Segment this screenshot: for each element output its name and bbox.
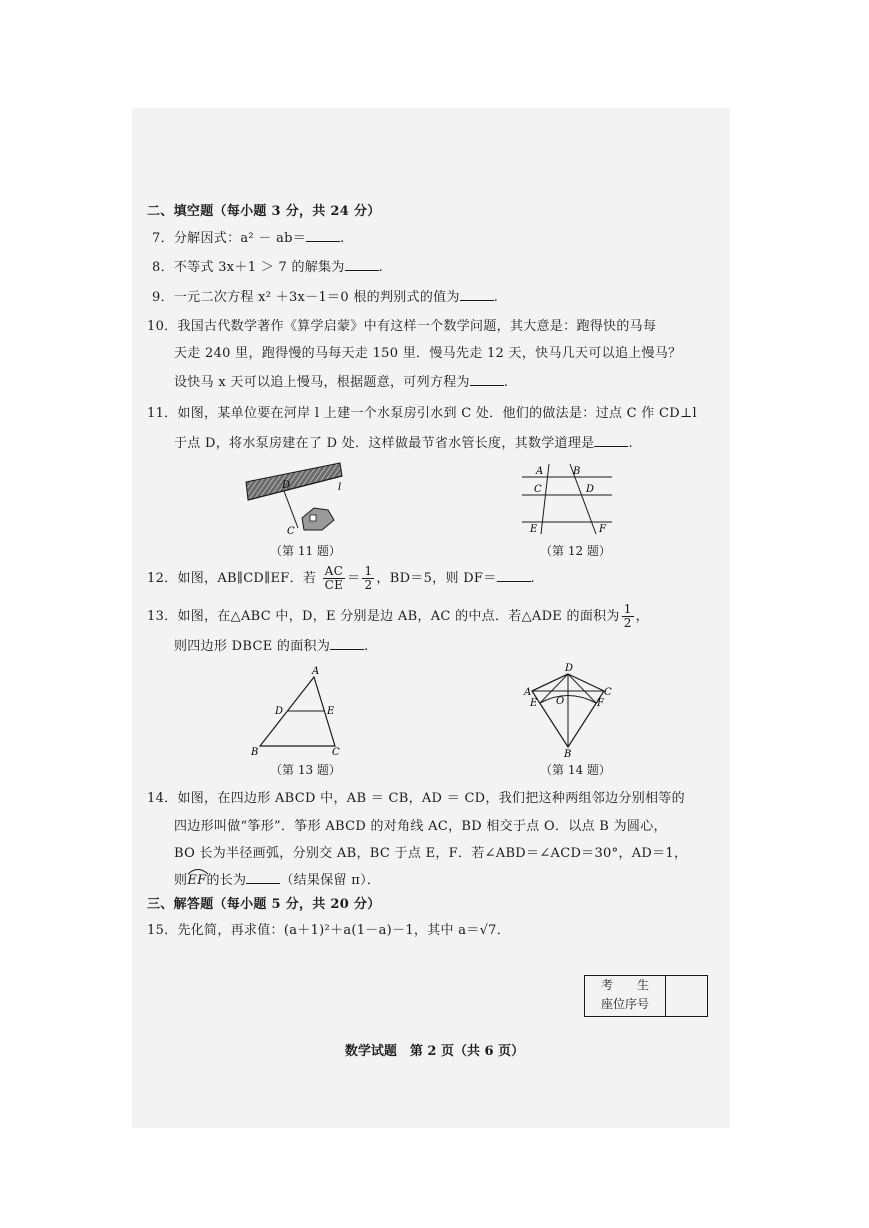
q7-text: 7．分解因式：a² － ab＝: [152, 231, 307, 246]
arc-symbol-icon: [187, 867, 209, 875]
question-7: 7．分解因式：a² － ab＝ .: [152, 231, 345, 246]
q12-frac1-denominator: CE: [324, 578, 344, 592]
fig14-label-e: E: [530, 698, 538, 709]
fig12-label-d: D: [586, 484, 595, 495]
seat-label-line-1: 考 生: [600, 978, 649, 992]
q7-answer-blank[interactable]: [306, 229, 340, 242]
q12-equals: ＝: [347, 571, 361, 586]
q14-line-4-end: （结果保留 π）．: [280, 873, 381, 888]
section-3-heading: 三、解答题（每小题 5 分，共 20 分）: [147, 897, 381, 912]
q14-answer-blank[interactable]: [246, 871, 280, 884]
q14-line-1: 14．如图，在四边形 ABCD 中，AB ＝ CB，AD ＝ CD，我们把这种两组邻边分别相等的: [147, 791, 685, 806]
q9-answer-blank[interactable]: [460, 288, 494, 301]
fig12-label-a: A: [536, 466, 544, 477]
fig14-label-b: B: [564, 749, 572, 758]
q13-line-2: 则四边形 DBCE 的面积为 .: [174, 639, 369, 654]
q13-answer-blank[interactable]: [330, 637, 364, 650]
q8-answer-blank[interactable]: [345, 258, 379, 271]
q14-line-4: [174, 870, 380, 892]
fig13-label-c: C: [332, 747, 340, 758]
seat-number-box: [584, 975, 708, 1017]
q12-frac2-denominator: 2: [364, 578, 373, 592]
q8-text: 8．不等式 3x＋1 ＞ 7 的解集为: [152, 260, 345, 275]
fig13-label-a: A: [312, 666, 320, 677]
q12-fraction-ac-ce: [323, 565, 346, 592]
q12-prefix: 12．如图，AB∥CD∥EF．若: [147, 571, 317, 586]
page-footer: 数学试题 第 2 页（共 6 页）: [344, 1044, 525, 1059]
q10-answer-blank[interactable]: [470, 373, 504, 386]
fig11-label-d: D: [282, 480, 291, 491]
q13-line-1-text: 13．如图，在△ABC 中，D，E 分别是边 AB，AC 的中点．若△ADE 的面积为: [147, 609, 620, 624]
river-bank-shape: [246, 463, 342, 500]
q12-frac2-numerator: 1: [364, 564, 373, 578]
q11-line-2: 于点 D，将水泵房建在了 D 处．这样做最节省水管长度，其数学道理是 .: [174, 436, 633, 451]
q11-answer-blank[interactable]: [594, 434, 628, 447]
fig13-label-b: B: [251, 747, 259, 758]
section-2-heading: 二、填空题（每小题 3 分，共 24 分）: [147, 204, 381, 219]
q11-line-1: 11．如图，某单位要在河岸 l 上建一个水泵房引水到 C 处．他们的做法是：过点 C 作 CD⊥l: [147, 406, 697, 421]
fig11-label-c: C: [287, 526, 295, 537]
fig12-label-c: C: [534, 484, 542, 495]
fig14-label-o: O: [556, 696, 565, 707]
q10-line-1: 10．我国古代数学著作《算学启蒙》中有这样一个数学问题，其大意是：跑得快的马每: [147, 319, 657, 334]
q13-line-1: [147, 603, 649, 631]
fig14-label-a: A: [524, 687, 532, 698]
question-9: 9．一元二次方程 x² ＋3x－1＝0 根的判别式的值为 .: [152, 290, 499, 305]
fig13-label-d: D: [275, 706, 284, 717]
question-8: 8．不等式 3x＋1 ＞ 7 的解集为 .: [152, 260, 384, 275]
fig14-label-d: D: [565, 663, 574, 674]
fig11-label-l: l: [338, 482, 342, 493]
question-12: 12．如图，AB∥CD∥EF．若 $\frac{AC}{CE}$ ＝ $\frac{1}{2}$ ，BD＝5，则 DF＝ .: [147, 564, 535, 592]
q12-answer-blank[interactable]: [497, 569, 531, 582]
fig12-label-f: F: [599, 524, 606, 535]
q14-arc-label: EF: [187, 873, 207, 888]
q14-arc-ef: [187, 870, 206, 892]
q14-line-2: 四边形叫做“筝形”．筝形 ABCD 的对角线 AC，BD 相交于点 O．以点 B 为圆心，: [174, 819, 667, 834]
q13-frac-denominator: 2: [623, 616, 632, 630]
question-15: 15．先化简，再求值：(a＋1)²＋a(1－a)－1，其中 a＝√7．: [147, 923, 511, 938]
q14-line-4-prefix: 则: [174, 873, 188, 888]
q12-suffix: ，BD＝5，则 DF＝: [376, 571, 497, 586]
q13-frac-numerator: 1: [623, 602, 632, 616]
pump-house-icon: [302, 508, 334, 530]
figure-14-caption: （第 14 题）: [540, 763, 611, 777]
q13-fraction-one-half: [622, 603, 634, 630]
q9-text: 9．一元二次方程 x² ＋3x－1＝0 根的判别式的值为: [152, 290, 460, 305]
q13-line-2-text: 则四边形 DBCE 的面积为: [174, 639, 331, 654]
q10-line-2: 天走 240 里，跑得慢的马每天走 150 里．慢马先走 12 天，快马几天可以追上慢马？: [174, 346, 682, 361]
figure-14: [522, 662, 614, 758]
segment-cd: [284, 491, 298, 528]
q10-line-3-text: 设快马 x 天可以追上慢马，根据题意，可列方程为: [174, 375, 470, 390]
q14-line-3: BO 长为半径画弧，分别交 AB，BC 于点 E，F．若∠ABD＝∠ACD＝30°，AD＝1，: [174, 846, 688, 861]
seat-number-input[interactable]: [666, 976, 707, 1016]
q14-line-4-suffix: 的长为: [206, 873, 247, 888]
q12-fraction-one-half: [362, 565, 374, 592]
fig12-label-e: E: [530, 524, 538, 535]
figure-11: [242, 460, 352, 540]
figure-11-caption: （第 11 题）: [270, 544, 341, 558]
fig12-label-b: B: [573, 466, 581, 477]
fig14-label-f: F: [597, 698, 604, 709]
q13-line-1-end: ，: [635, 609, 649, 624]
fig13-label-e: E: [327, 706, 335, 717]
seat-label-line-2: 座位序号: [600, 997, 649, 1011]
fig14-label-c: C: [604, 687, 612, 698]
figure-12-caption: （第 12 题）: [540, 544, 611, 558]
figure-12: [516, 460, 616, 540]
segment-df: [568, 674, 596, 703]
figure-13: [246, 663, 356, 758]
figure-13-caption: （第 13 题）: [270, 763, 341, 777]
q12-frac1-numerator: AC: [323, 565, 346, 579]
q10-line-3: 设快马 x 天可以追上慢马，根据题意，可列方程为 .: [174, 375, 509, 390]
seat-number-label: [585, 976, 666, 1016]
q11-line-2-text: 于点 D，将水泵房建在了 D 处．这样做最节省水管长度，其数学道理是: [174, 436, 595, 451]
